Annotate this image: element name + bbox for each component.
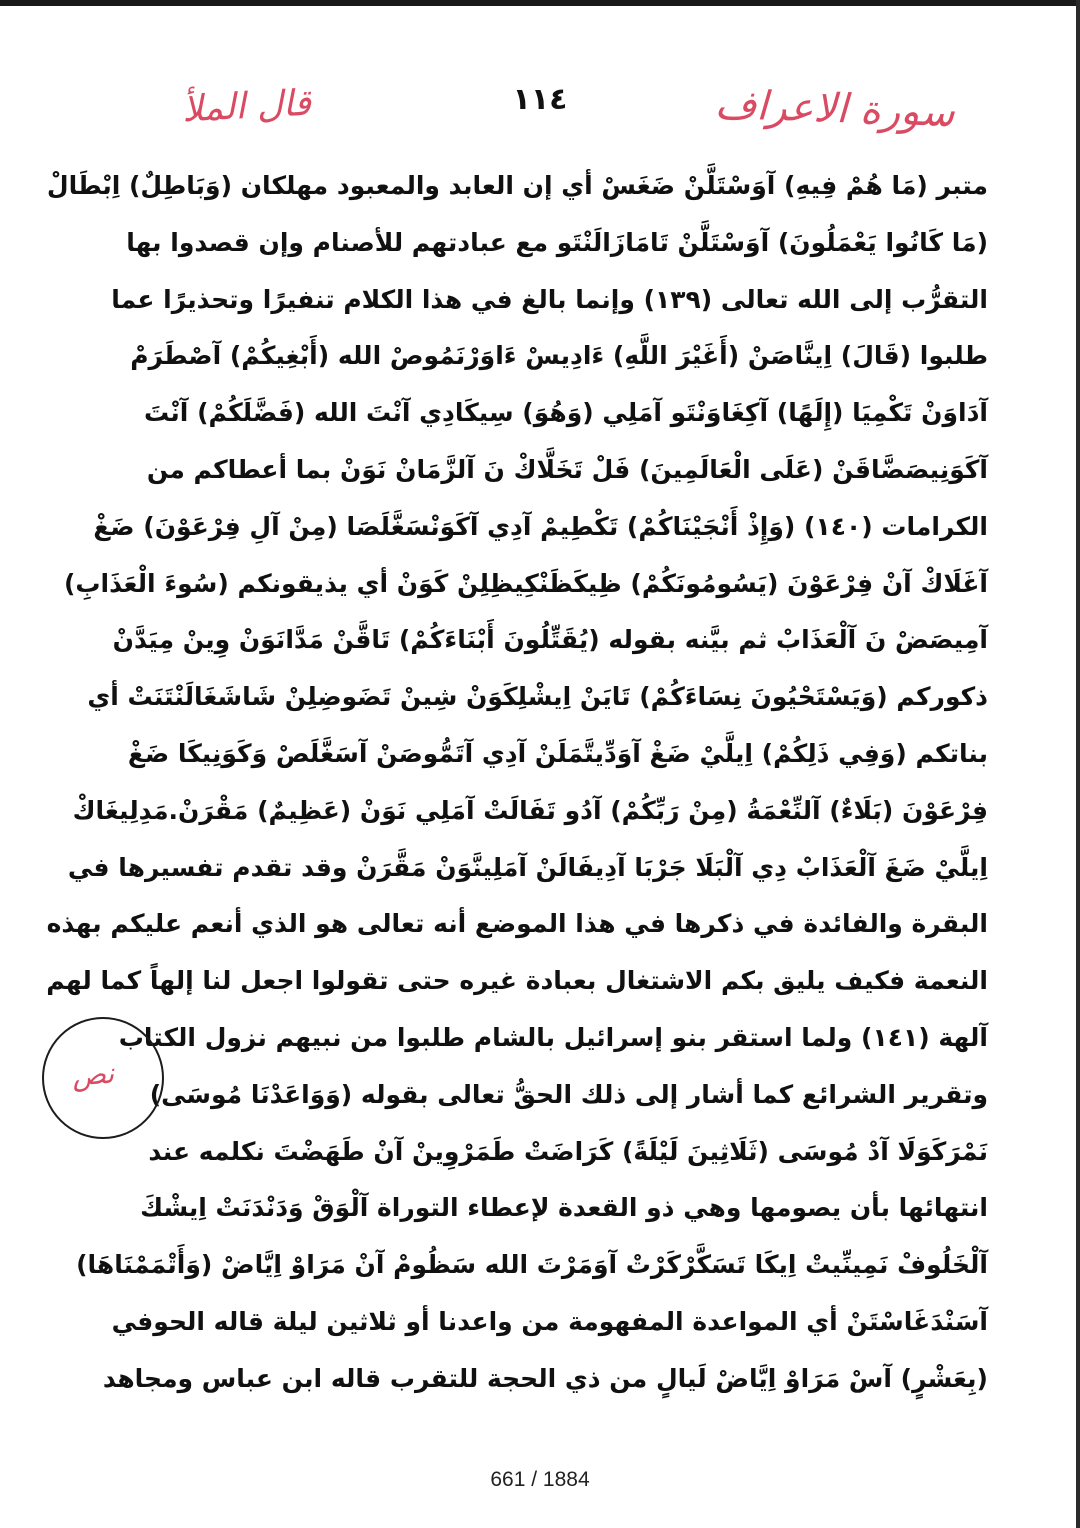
text-line: فِرْعَوْنَ (بَلَاءٌ) آلنِّعْمَةُ (مِنْ رَبِّكُمْ) آدُو تَفَالَتْ آمَلِي نَوَنْ (عَظِيمٌ) مَقْرَنْ.مَدِلِيغَاكْ xyxy=(72,795,988,825)
text-line: آمِيصَضْ نَ آلْعَذَابْ ثم بيَّنه بقوله (يُقَتِّلُونَ أَبْنَاءَكُمْ) تَاقَّنْ مَدَّانَوَنْ وِينْ مِيَدَّنْ xyxy=(112,625,988,655)
text-line: آكَوَنِيصَضَّاقَنْ (عَلَى الْعَالَمِينَ) فَلْ تَخَلَّاكْ نَ آلزَّمَانْ نَوَنْ بما أعطاكم من xyxy=(146,454,988,484)
text-line: البقرة والفائدة في ذكرها في هذا الموضع أنه تعالى هو الذي أنعم عليكم بهذه xyxy=(46,909,988,939)
text-line: آسَنْدَغَاسْتَنْ أي المواعدة المفهومة من واعدنا أو ثلاثين ليلة قاله الحوفي xyxy=(111,1306,988,1336)
text-line: آلْخَلُوفْ نَمِينِّيتْ اِيكَا تَسَكَّرْكَرْتْ آوَمَرْتَ الله سَظُومْ آنْ مَرَاوْ اِيَّاضْ (وَأَتْمَمْنَاهَا) xyxy=(76,1250,988,1280)
text-line: طلبوا (قَالَ) اِينَّاصَنْ (أَغَيْرَ اللَّهِ) ءَادِيسْ ءَاوَرْنَمُوصْ الله (أَبْغِيكُمْ) آصْطَرَمْ xyxy=(130,341,988,371)
text-line: نَمْرَكَوَلَا آدْ مُوسَى (ثَلَاثِينَ لَيْلَةً) كَرَاضَتْ طَمَرْوِينْ آنْ طَهَضْتَ نكلمه عند xyxy=(148,1136,988,1166)
text-line: الكرامات (١٤٠) (وَإِذْ أَنْجَيْنَاكُمْ) تَكْطِيمْ آدِي آكَوَنْسَغَّلَصَا (مِنْ آلِ فِرْعَوْنَ) ضَغْ xyxy=(93,511,988,541)
text-line: بناتكم (وَفِي ذَلِكُمْ) اِيلَّيْ ضَغْ آوَدِّيتَّمَلَنْ آدِي آتَمُّوصَنْ آسَغَّلَصْ وَكَوَنِيكَا ضَغْ xyxy=(127,738,988,768)
scan-edge-right xyxy=(1076,0,1080,1528)
text-line: انتهائها بأن يصومها وهي ذو القعدة لإعطاء التوراة آلْوَقْ وَدَنْدَنَتْ اِيشْكَ xyxy=(140,1193,988,1223)
text-line: التقرُّب إلى الله تعالى (١٣٩) وإنما بالغ في هذا الكلام تنفيرًا وتحذيرًا عما xyxy=(111,284,988,314)
text-line: آدَاوَنْ تَكْمِيَا (إِلَهًا) آكِغَاوَنْتَو آمَلِي (وَهُوَ) سِيكَادِي آنْتَ الله (فَضَّلَكُمْ) آنْتَ xyxy=(143,398,988,428)
text-line: اِيلَّيْ ضَغَ آلْعَذَابْ دِي آلْبَلَا جَرْبَا آدِيفَالَنْ آمَلِينَّوَنْ مَقَّرَنْ وقد تقدم تفسيرها في xyxy=(67,852,988,882)
page-counter: 661 / 1884 xyxy=(490,1468,590,1491)
text-line: وتقرير الشرائع كما أشار إلى ذلك الحقُّ تعالى بقوله (وَوَاعَدْنَا مُوسَى) xyxy=(149,1079,988,1109)
text-line: آلهة (١٤١) ولما استقر بنو إسرائيل بالشام طلبوا من نبيهم نزول الكتاب xyxy=(118,1022,988,1052)
text-line: (بِعَشْرٍ) آسْ مَرَاوْ اِيَّاضْ لَيالٍ من ذي الحجة للتقرب قاله ابن عباس ومجاهد xyxy=(102,1363,988,1393)
text-line: النعمة فكيف يليق بكم الاشتغال بعبادة غيره حتى تقولوا اجعل لنا إلهاً كما لهم xyxy=(46,966,988,996)
handwritten-surah-title: سورة الاعراف xyxy=(714,81,956,137)
text-line: متبر (مَا هُمْ فِيهِ) آوَسْتَلَّنْ ضَغَسْ أي إن العابد والمعبود مهلكان (وَبَاطِلٌ) اِبْطَالْ xyxy=(46,171,988,200)
text-line: ذكوركم (وَيَسْتَحْيُونَ نِسَاءَكُمْ) تَايَنْ اِيشْلِكَوَنْ شِينْ تَضَوضِلِنْ شَاشَغَالَنْتَنَتْ أي xyxy=(87,682,988,712)
handwritten-section-title: قال الملأ xyxy=(181,82,313,131)
text-line: آغَلَاكْ آنْ فِرْعَوْنَ (يَسُومُونَكُمْ) ظِيكَظَنْكِيظِلِنْ كَوَنْ أي يذيقونكم (سُوءَ الْعَذَابِ) xyxy=(63,568,988,598)
page-number: ١١٤ xyxy=(512,82,568,117)
scan-edge-top xyxy=(0,0,1080,6)
text-line: (مَا كَانُوا يَعْمَلُونَ) آوَسْتَلَّنْ تَامَازَالَنْتَو مع عبادتهم للأصنام وإن قصدوا بها xyxy=(126,227,988,257)
margin-annotation-text: نص xyxy=(70,1056,116,1093)
